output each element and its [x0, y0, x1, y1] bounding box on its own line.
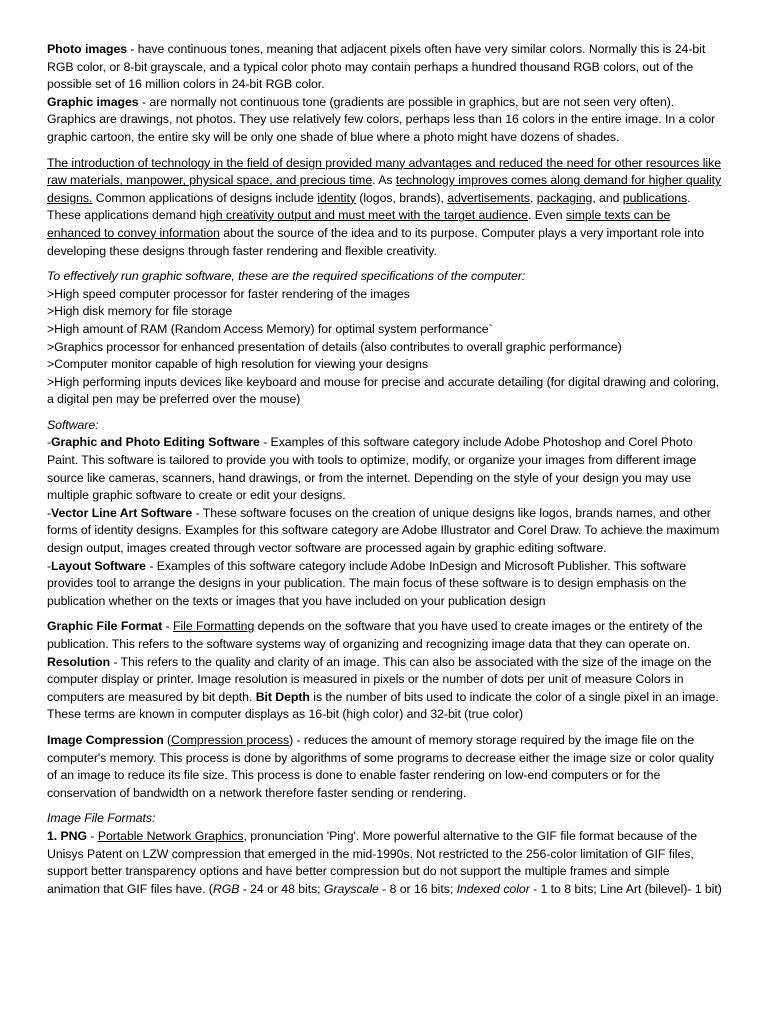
- graphic-images-paragraph: [47, 94, 724, 147]
- bit-depth-term: Bit Depth: [255, 689, 310, 704]
- software-text: - Examples of this software category include Adobe Photoshop and Corel Photo Paint. This software is tailored to provide you with tools to optimize, modify, or organize your images from different image source like cameras, scanners, hand drawings, or from the internet. Depending on the style of your design you may use multiple graphic software to create or edit your designs.: [47, 435, 697, 503]
- compression-text-2: ) - reduces the amount of memory storage required by the image file on the computer's memory. This process is done by algorithms of some programs to decrease either the image size or color quality of an image to reduce its file size. This process is done to enable faster rendering on low-end computers or for the conservation of bandwidth on a network therefore faster sending or rendering.: [47, 732, 714, 800]
- list-dash: -: [47, 505, 52, 520]
- png-grayscale-label: Grayscale: [323, 881, 379, 896]
- png-link[interactable]: Portable Network Graphics: [97, 828, 244, 843]
- file-format-term: Graphic File Format: [47, 619, 163, 634]
- intro-underline-creativity: igh creativity output and must meet with the target audience: [206, 208, 528, 223]
- intro-underline-packaging: packaging: [536, 190, 593, 205]
- formats-heading: [47, 810, 724, 828]
- list-dash: -: [47, 435, 52, 450]
- software-term: Graphic and Photo Editing Software: [51, 435, 260, 450]
- intro-text-4: ,: [529, 190, 537, 205]
- software-heading: [47, 417, 724, 435]
- spec-item: >Computer monitor capable of high resolution for viewing your designs: [47, 357, 429, 372]
- intro-text-5: , and: [592, 190, 623, 205]
- intro-underline-identity: identity: [317, 190, 356, 205]
- file-formatting-link[interactable]: File Formatting: [173, 619, 255, 634]
- software-text: - Examples of this software category include Adobe InDesign and Microsoft Publisher. This software provides tool to arrange the designs in your publication. The main focus of these software is to design emphasis on the publication whether on the texts or images that you have included on your publication design: [47, 558, 687, 608]
- png-text-2: , pronunciation 'Ping'. More powerful alternative to the GIF file format because of the Unisys Patent on LZW compression that emerged in the mid-1990s. Not restricted to the 256-color limitation of GIF files, support better transparency options and have better compression but do not support the multiple frames and simple animation that GIF files have. (: [47, 828, 698, 896]
- file-format-paragraph: [47, 618, 724, 653]
- photo-images-paragraph: [47, 41, 724, 94]
- intro-text-7: . Even: [527, 208, 566, 223]
- software-term: Layout Software: [51, 558, 146, 573]
- intro-underline-2: technology improves comes along demand for higher quality designs.: [47, 173, 722, 205]
- intro-text-8: about the source of the idea and to its purpose. Computer plays a very important role into developing these designs through faster rendering and flexible creativity.: [47, 225, 705, 258]
- software-item-vector: [47, 505, 724, 558]
- photo-images-term: Photo images: [47, 42, 128, 56]
- compression-process-link[interactable]: Compression process: [171, 732, 290, 747]
- png-text-4: - 8 or 16 bits;: [378, 881, 457, 896]
- png-indexed-label: Indexed color: [456, 881, 530, 896]
- file-format-text-2: depends on the software that you have used to create images or the entirety of the publication. This refers to the software systems way of organizing and recognizing image data that they can operate on.: [47, 619, 703, 651]
- png-text-5: - 1 to 8 bits; Line Art (bilevel)- 1 bit): [529, 881, 722, 896]
- intro-underline-publications: publications: [622, 190, 688, 205]
- graphic-images-text: - are normally not continuous tone (gradients are possible in graphics, but are not seen very often). Graphics are drawings, not photos. They use relatively few colors, perhaps less than 16 colors in the entire image. In a color graphic cartoon, the entire sky will be only one shade of blue where a photo might have dozens of shades.: [47, 94, 716, 144]
- spec-item: >High performing inputs devices like keyboard and mouse for precise and accurate detailing (for digital drawing and coloring, a digital pen may be preferred over the mouse): [47, 374, 720, 407]
- bit-depth-text: is the number of bits used to indicate the color of a single pixel in an image. These terms are known in computer displays as 16-bit (high color) and 32-bit (true color): [47, 689, 719, 722]
- spec-item: >High amount of RAM (Random Access Memory) for optimal system performance`: [47, 321, 493, 336]
- png-rgb-label: RGB: [212, 881, 240, 896]
- intro-text-1: . As: [372, 173, 396, 188]
- png-text-3: - 24 or 48 bits;: [239, 881, 324, 896]
- spec-item: >High speed computer processor for faster rendering of the images: [47, 286, 410, 301]
- software-item-photo-editing: [47, 434, 724, 504]
- intro-underline-advertisements: advertisements: [447, 190, 530, 205]
- intro-underline-1: The introduction of technology in the field of design provided many advantages and reduced the need for other resources like raw materials, manpower, physical space, and precious time: [47, 155, 721, 188]
- compression-text-1: (: [163, 732, 172, 747]
- spec-item: >Graphics processor for enhanced presentation of details (also contributes to overall graphic performance): [47, 339, 622, 354]
- specs-heading-text: To effectively run graphic software, these are the required specifications of the computer:: [47, 269, 526, 284]
- intro-underline-texts: simple texts can be enhanced to convey information: [47, 208, 671, 240]
- software-heading-text: Software:: [47, 417, 99, 432]
- compression-paragraph: [47, 732, 724, 802]
- png-text-1: -: [87, 828, 98, 843]
- intro-text-3: (logos, brands),: [355, 190, 448, 205]
- software-term: Vector Line Art Software: [51, 505, 193, 520]
- photo-images-text: - have continuous tones, meaning that adjacent pixels often have very similar colors. Normally this is 24-bit RGB color, or 8-bit grayscale, and a typical color photo may contain perhaps a hundred thousand RGB colors, out of the possible set of 16 million colors in 24-bit RGB color.: [47, 42, 706, 92]
- intro-text-6: . These applications demand h: [47, 190, 691, 223]
- compression-term: Image Compression: [47, 732, 164, 747]
- spec-item: >High disk memory for file storage: [47, 304, 233, 319]
- resolution-term: Resolution: [47, 654, 111, 669]
- file-format-text-1: -: [162, 619, 173, 634]
- intro-text-2: Common applications of designs include: [92, 190, 318, 205]
- graphic-images-term: Graphic images: [47, 94, 139, 109]
- software-text: - These software focuses on the creation of unique designs like logos, brands names, and other forms of identity designs. Examples for this software category are Adobe Illustrator and Corel Draw. To achieve the maximum design output, images created through vector software are processed again by graphic editing software.: [47, 505, 720, 556]
- resolution-text: - This refers to the quality and clarity of an image. This can also be associated with the size of the image on the computer display or printer. Image resolution is measured in pixels or the number of dots per unit of measure Colors in computers are measured by bit depth.: [47, 654, 712, 704]
- png-paragraph: [47, 828, 724, 898]
- resolution-paragraph: [47, 654, 724, 724]
- png-number: 1.: [47, 828, 61, 843]
- specs-heading: [47, 268, 724, 286]
- png-term: PNG: [60, 828, 88, 843]
- list-dash: -: [47, 558, 52, 573]
- formats-heading-text: Image File Formats:: [47, 811, 156, 826]
- software-item-layout: [47, 558, 724, 611]
- intro-paragraph: [47, 155, 724, 261]
